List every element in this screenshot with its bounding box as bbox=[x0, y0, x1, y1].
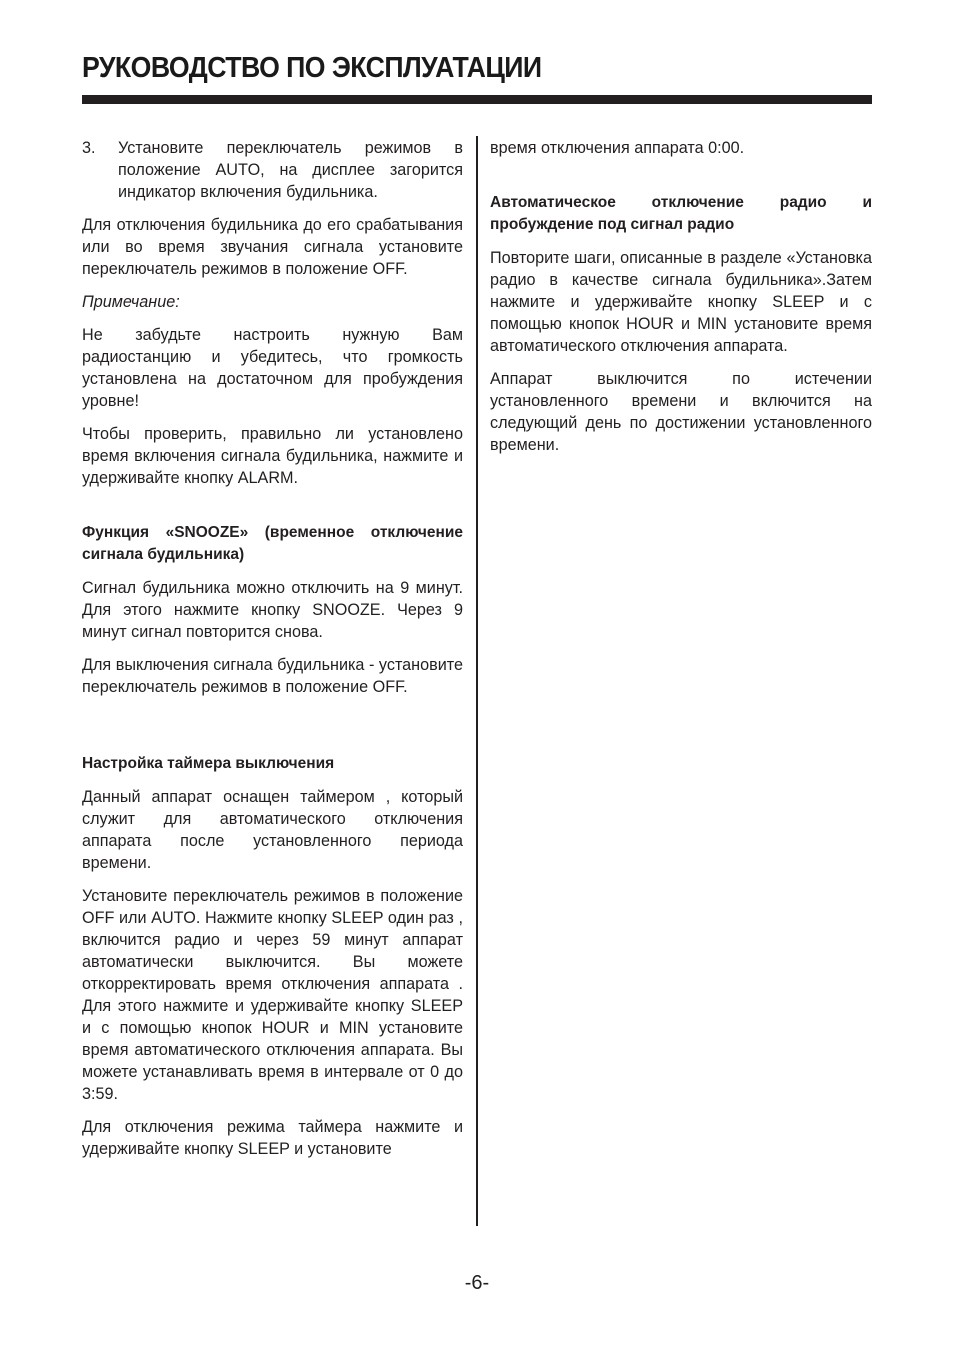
paragraph-snooze-2: Для выключения сигнала будильника - установите переключатель режимов в положение OFF. bbox=[82, 656, 463, 696]
list-item-3 bbox=[82, 137, 463, 203]
left-column bbox=[82, 137, 463, 1171]
paragraph-auto-2: Аппарат выключится по истечении установленного времени и включится на следующий день по достижении установленного времени. bbox=[490, 370, 872, 454]
page-number: -6- bbox=[464, 1272, 490, 1294]
paragraph-timer-1: Данный аппарат оснащен таймером , который служит для автоматического отключения аппарата после установленного периода времени. bbox=[82, 788, 463, 872]
paragraph-note: Не забудьте настроить нужную Вам радиостанцию и убедитесь, что громкость установлена на достаточном для пробуждения уровне! bbox=[82, 326, 463, 410]
column-divider bbox=[476, 136, 478, 1226]
heading-auto-off: Автоматическое отключение радио и пробуждение под сигнал радио bbox=[490, 194, 872, 233]
page-title: РУКОВОДСТВО ПО ЭКСПЛУАТАЦИИ bbox=[82, 52, 542, 84]
spacer bbox=[82, 500, 463, 522]
paragraph-auto-1: Повторите шаги, описанные в разделе «Установка радио в качестве сигнала будильника».Затем нажмите и удерживайте кнопку SLEEP и с помощью кнопок HOUR и MIN установите время автоматического отключения аппарата. bbox=[490, 249, 872, 355]
spacer bbox=[490, 170, 872, 192]
note-label: Примечание: bbox=[82, 293, 180, 311]
list-text: Установите переключатель режимов в положение AUTO, на дисплее загорится индикатор включения будильника. bbox=[118, 139, 463, 201]
spacer bbox=[82, 709, 463, 753]
paragraph-continue: время отключения аппарата 0:00. bbox=[490, 139, 745, 157]
heading-snooze: Функция «SNOOZE» (временное отключение сигнала будильника) bbox=[82, 524, 463, 563]
paragraph-check-alarm: Чтобы проверить, правильно ли установлено время включения сигнала будильника, нажмите и удерживайте кнопку ALARM. bbox=[82, 425, 463, 487]
list-number: 3. bbox=[82, 139, 96, 157]
paragraph-timer-3: Для отключения режима таймера нажмите и удерживайте кнопку SLEEP и установите bbox=[82, 1118, 463, 1158]
title-rule bbox=[82, 95, 872, 104]
paragraph-snooze-1: Сигнал будильника можно отключить на 9 минут. Для этого нажмите кнопку SNOOZE. Через 9 минут сигнал повторится снова. bbox=[82, 579, 463, 641]
paragraph-timer-2: Установите переключатель режимов в положение OFF или AUTO. Нажмите кнопку SLEEP один раз , включится радио и через 59 минут аппарат автоматически выключится. Вы можете откорректировать время отключения аппарата . Для этого нажмите и удерживайте кнопку SLEEP и с помощью кнопок HOUR и MIN установите время автоматического отключения аппарата. Вы можете устанавливать время в интервале от 0 до 3:59. bbox=[82, 887, 463, 1103]
heading-sleep-timer: Настройка таймера выключения bbox=[82, 755, 335, 772]
right-column bbox=[490, 137, 872, 467]
paragraph-disable-alarm: Для отключения будильника до его срабатывания или во время звучания сигнала установите переключатель режимов в положение OFF. bbox=[82, 216, 463, 278]
